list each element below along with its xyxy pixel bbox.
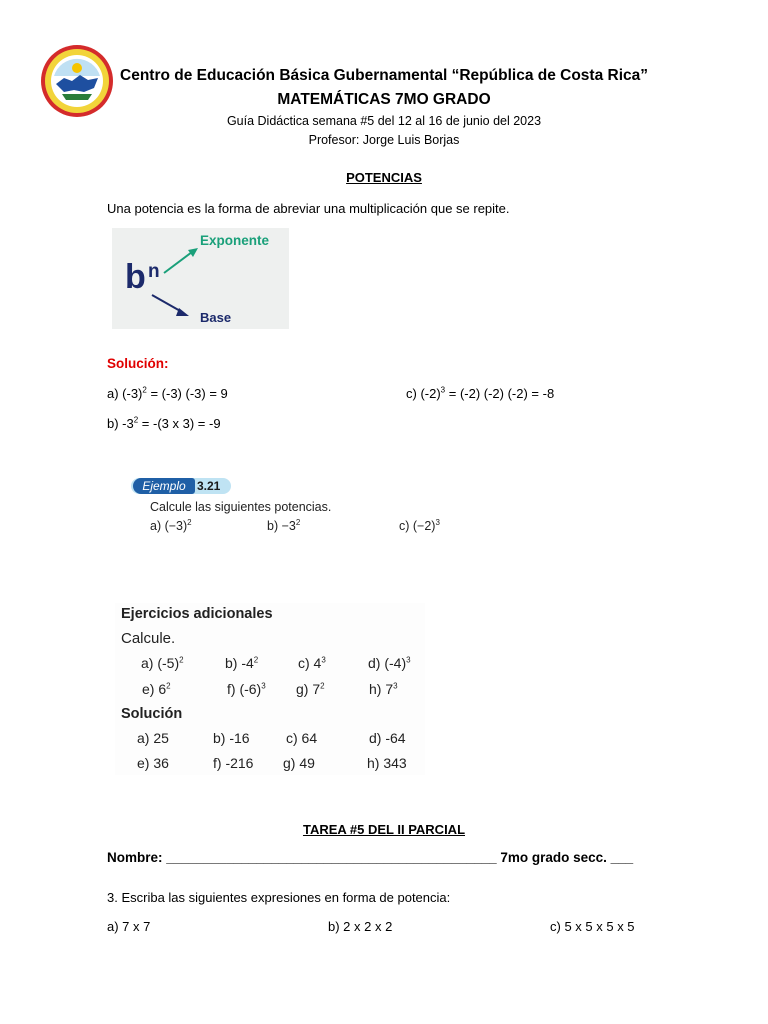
name-line: Nombre: ____________________________________________ 7mo grado secc. ___ — [107, 850, 634, 865]
solution-b: b) $-3^2 = -(3$ x 3) = -9 — [107, 415, 221, 431]
extra-item-d: d) $(-4)^3$ — [368, 655, 411, 671]
homework-title: TAREA #5 DEL II PARCIAL — [302, 822, 466, 837]
solution-c: c) $(-2)^3 = (-2)$ (-2) (-2) = -8 — [406, 385, 555, 401]
extra-item-f: f) $(-6)^3$ — [227, 681, 266, 697]
extra-solution-title: Solución — [121, 706, 183, 722]
base-symbol: b — [125, 258, 146, 296]
homework-question: 3. Escriba las siguientes expresiones en forma de potencia: — [107, 890, 451, 905]
extra-sol-b: b) -16 — [213, 730, 250, 746]
extra-sol-d: d) -64 — [369, 730, 406, 746]
example-badge: Ejemplo — [133, 478, 195, 494]
base-label: Base — [200, 310, 232, 325]
section-title: POTENCIAS — [346, 170, 422, 185]
extra-item-e: e) $6^2$ — [142, 681, 171, 697]
teacher-line: Profesor: Jorge Luis Borjas — [308, 133, 460, 147]
extra-sol-c: c) 64 — [286, 730, 318, 746]
exponent-label: Exponente — [200, 233, 270, 248]
power-diagram — [112, 228, 289, 329]
solution-a: a) $(-3)^2 = (-3) (-3) = 9$ — [107, 385, 228, 401]
homework-item-a: a) 7 x 7 — [107, 919, 151, 934]
extra-item-c: c) $4^3$ — [298, 655, 326, 671]
extra-sol-e: e) 36 — [137, 755, 169, 771]
extra-item-h: h) $7^3$ — [369, 681, 398, 697]
example-item-a: a) $(-3)^2$ — [150, 517, 192, 533]
school-name: Centro de Educación Básica Gubernamental “República de Costa Rica” — [120, 67, 648, 84]
example-item-c: c) $(-2)^3$ — [399, 517, 440, 533]
example-number: 3.21 — [197, 479, 221, 493]
solution-title: Solución: — [107, 356, 169, 371]
example-instruction: Calcule las siguientes potencias. — [150, 500, 332, 514]
example-item-b: $b) -3^2$ — [267, 517, 301, 533]
extra-item-b: b) $-4^2$ — [225, 655, 259, 671]
guide-line: Guía Didáctica semana #5 del 12 al 16 de junio del 2023 — [226, 114, 542, 128]
extra-sol-g: g) 49 — [283, 755, 315, 771]
exponent-symbol: n — [148, 261, 160, 282]
subject-title: MATEMÁTICAS 7MO GRADO — [277, 91, 491, 108]
extra-item-a: a) $(-5)^2$ — [141, 655, 184, 671]
extra-title: Ejercicios adicionales — [121, 606, 273, 622]
extra-sol-f: f) -216 — [213, 755, 254, 771]
extra-sol-a: a) 25 — [137, 730, 169, 746]
intro-text: Una potencia es la forma de abreviar una multiplicación que se repite. — [107, 201, 510, 216]
homework-item-b: b) 2 x 2 x 2 — [328, 919, 393, 934]
extra-instruction: Calcule. — [121, 630, 176, 647]
homework-item-c: c) 5 x 5 x 5 x 5 — [550, 919, 635, 934]
extra-sol-h: h) 343 — [367, 755, 407, 771]
extra-item-g: g) $7^2$ — [296, 681, 325, 697]
